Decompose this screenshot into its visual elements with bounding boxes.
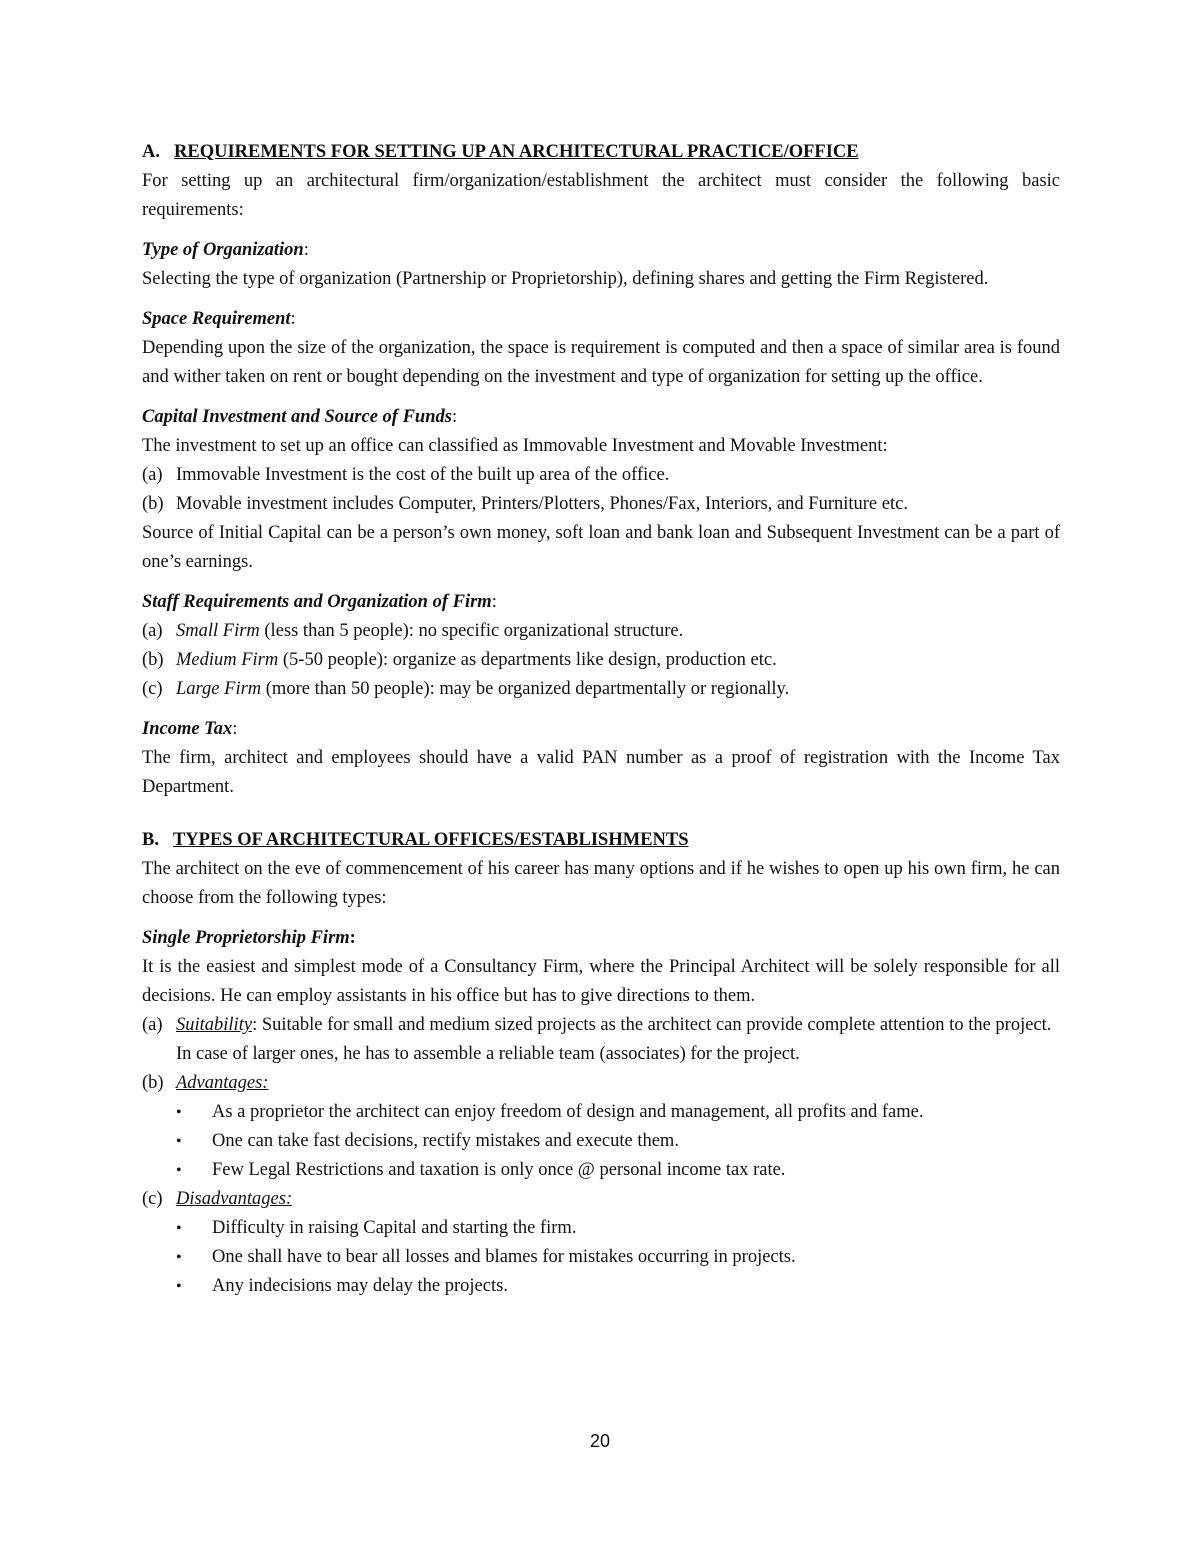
list-item: • One can take fast decisions, rectify mistakes and execute them. — [176, 1127, 1060, 1156]
list-item: • Few Legal Restrictions and taxation is only once @ personal income tax rate. — [176, 1156, 1060, 1185]
advantages-item: (b) Advantages: — [142, 1073, 269, 1093]
section-b-intro: The architect on the eve of commencement of his career has many options and if he wishes to open up his own firm, he can choose from the following types: — [142, 859, 1060, 908]
type-of-organization-text: Selecting the type of organization (Partnership or Proprietorship), defining shares and getting the Firm Registered. — [142, 269, 989, 289]
list-item: • As a proprietor the architect can enjoy freedom of design and management, all profits and fame. — [176, 1098, 1060, 1127]
capital-investment-heading: Capital Investment and Source of Funds: — [142, 407, 458, 427]
list-item: • Difficulty in raising Capital and starting the firm. — [176, 1214, 1060, 1243]
list-item: • Any indecisions may delay the projects. — [176, 1272, 1060, 1301]
capital-investment-outro: Source of Initial Capital can be a person’s own money, soft loan and bank loan and Subsequent Investment can be a part of one’s earnings. — [142, 523, 1060, 572]
section-a-intro: For setting up an architectural firm/organization/establishment the architect must consider the following basic requirements: — [142, 171, 1060, 220]
disadvantages-item: (c) Disadvantages: — [142, 1189, 293, 1209]
list-item: (c) Large Firm (more than 50 people): may be organized departmentally or regionally. — [142, 679, 790, 699]
list-item: (b) Movable investment includes Computer, Printers/Plotters, Phones/Fax, Interiors, and Furniture etc. — [142, 494, 908, 514]
bullet-icon: • — [176, 1162, 182, 1179]
bullet-icon: • — [176, 1249, 182, 1266]
bullet-icon: • — [176, 1220, 182, 1237]
list-item: (a) Immovable Investment is the cost of the built up area of the office. — [142, 465, 670, 485]
staff-requirements-heading: Staff Requirements and Organization of Firm: — [142, 592, 497, 612]
income-tax-heading: Income Tax: — [142, 719, 238, 739]
suitability-item: (a) Suitability: Suitable for small and medium sized projects as the architect can provide complete attention to the project. In case of larger ones, he has to assemble a reliable team (associates) for the project. — [142, 1015, 1052, 1064]
list-item: (b) Medium Firm (5-50 people): organize as departments like design, production etc. — [142, 650, 777, 670]
document-page — [142, 138, 1060, 1301]
type-of-organization-heading: Type of Organization: — [142, 240, 309, 260]
disadvantages-list — [142, 1214, 1060, 1301]
section-a-title: REQUIREMENTS FOR SETTING UP AN ARCHITECTURAL PRACTICE/OFFICE — [174, 142, 859, 162]
section-b-heading: B. TYPES OF ARCHITECTURAL OFFICES/ESTABLISHMENTS — [142, 830, 689, 850]
single-proprietorship-heading: Single Proprietorship Firm: — [142, 928, 356, 948]
list-item: (a) Small Firm (less than 5 people): no specific organizational structure. — [142, 621, 684, 641]
income-tax-text: The firm, architect and employees should have a valid PAN number as a proof of registration with the Income Tax Department. — [142, 748, 1060, 797]
section-b-title: TYPES OF ARCHITECTURAL OFFICES/ESTABLISHMENTS — [172, 830, 689, 850]
capital-investment-intro: The investment to set up an office can classified as Immovable Investment and Movable Investment: — [142, 436, 888, 456]
bullet-icon: • — [176, 1104, 182, 1121]
page-number: 20 — [589, 1431, 611, 1451]
space-requirement-heading: Space Requirement: — [142, 309, 296, 329]
bullet-icon: • — [176, 1133, 182, 1150]
section-a-heading: A. REQUIREMENTS FOR SETTING UP AN ARCHITECTURAL PRACTICE/OFFICE — [142, 142, 859, 162]
advantages-list — [142, 1098, 1060, 1185]
bullet-icon: • — [176, 1278, 182, 1295]
single-proprietorship-text: It is the easiest and simplest mode of a Consultancy Firm, where the Principal Architect will be solely responsible for all decisions. He can employ assistants in his office but has to give directions to them. — [142, 957, 1060, 1006]
list-item: • One shall have to bear all losses and blames for mistakes occurring in projects. — [176, 1243, 1060, 1272]
space-requirement-text: Depending upon the size of the organization, the space is requirement is computed and then a space of similar area is found and wither taken on rent or bought depending on the investment and type of organization for setting up the office. — [142, 338, 1060, 387]
